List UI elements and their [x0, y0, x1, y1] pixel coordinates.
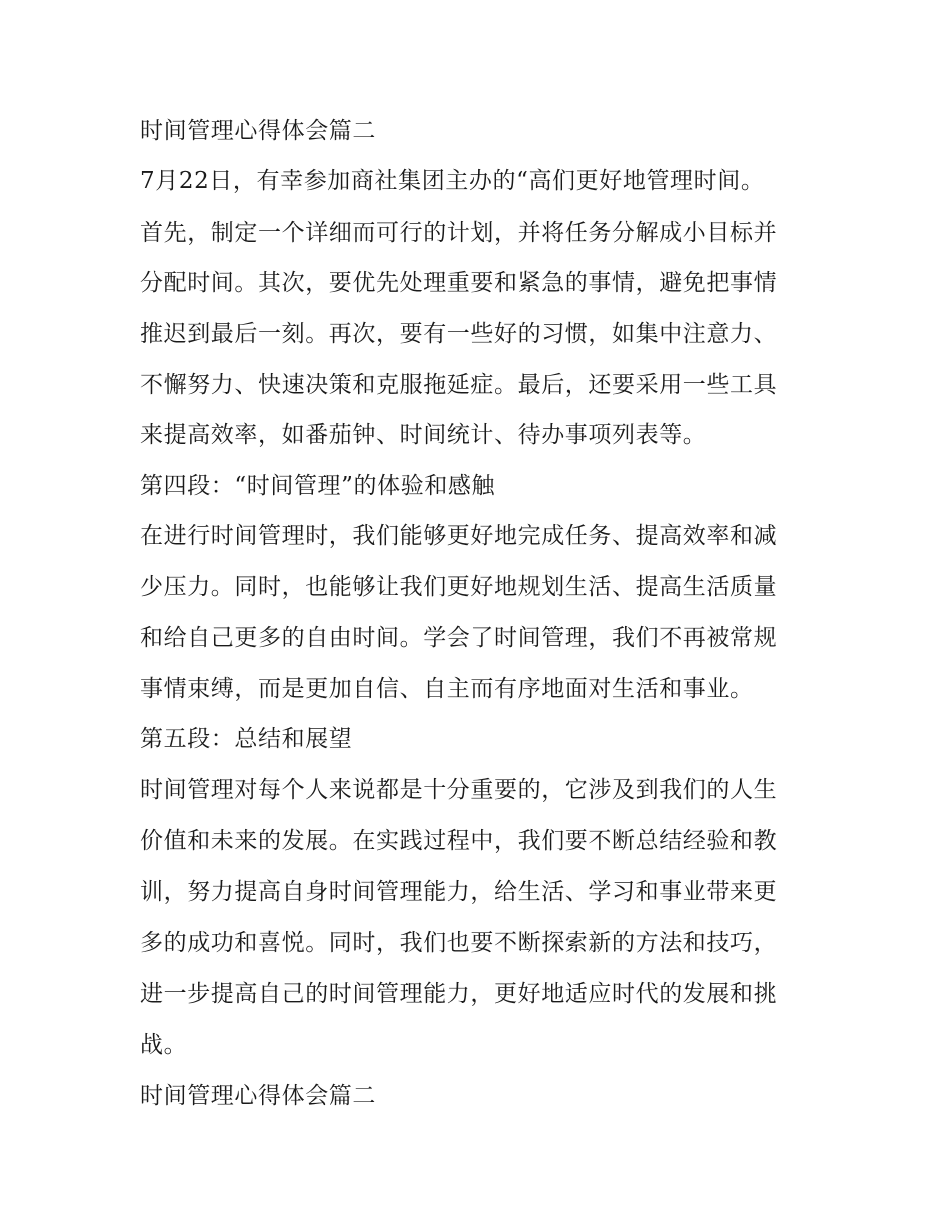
doc-line: 推迟到最后一刻。再次，要有一些好的习惯，如集中注意力、: [140, 321, 778, 347]
doc-line: 不懈努力、快速决策和克服拖延症。最后，还要采用一些工具: [140, 372, 778, 398]
section-heading-4: 第四段：“时间管理”的体验和感触: [140, 473, 496, 499]
doc-line: 和给自己更多的自由时间。学会了时间管理，我们不再被常规: [140, 625, 778, 651]
doc-title-bottom: 时间管理心得体会篇二: [140, 1083, 376, 1109]
doc-line: 7月22日，有幸参加商社集团主办的“高们更好地管理时间。: [140, 168, 765, 194]
doc-line: 训，努力提高自身时间管理能力，给生活、学习和事业带来更: [140, 879, 778, 905]
doc-line: 分配时间。其次，要优先处理重要和紧急的事情，避免把事情: [140, 270, 778, 296]
doc-line: 事情束缚，而是更加自信、自主而有序地面对生活和事业。: [140, 676, 754, 702]
doc-line: 在进行时间管理时，我们能够更好地完成任务、提高效率和减: [140, 523, 778, 549]
doc-line: 战。: [140, 1032, 188, 1058]
doc-title-top: 时间管理心得体会篇二: [140, 118, 376, 144]
doc-line: 来提高效率，如番茄钟、时间统计、待办事项列表等。: [140, 422, 707, 448]
doc-line: 首先，制定一个详细而可行的计划，并将任务分解成小目标并: [140, 220, 778, 246]
doc-line: 多的成功和喜悦。同时，我们也要不断探索新的方法和技巧，: [140, 930, 778, 956]
doc-line: 时间管理对每个人来说都是十分重要的，它涉及到我们的人生: [140, 777, 778, 803]
section-heading-5: 第五段：总结和展望: [140, 726, 353, 752]
doc-line: 少压力。同时，也能够让我们更好地规划生活、提高生活质量: [140, 574, 778, 600]
doc-line: 进一步提高自己的时间管理能力，更好地适应时代的发展和挑: [140, 981, 778, 1007]
doc-line: 价值和未来的发展。在实践过程中，我们要不断总结经验和教: [140, 828, 778, 854]
